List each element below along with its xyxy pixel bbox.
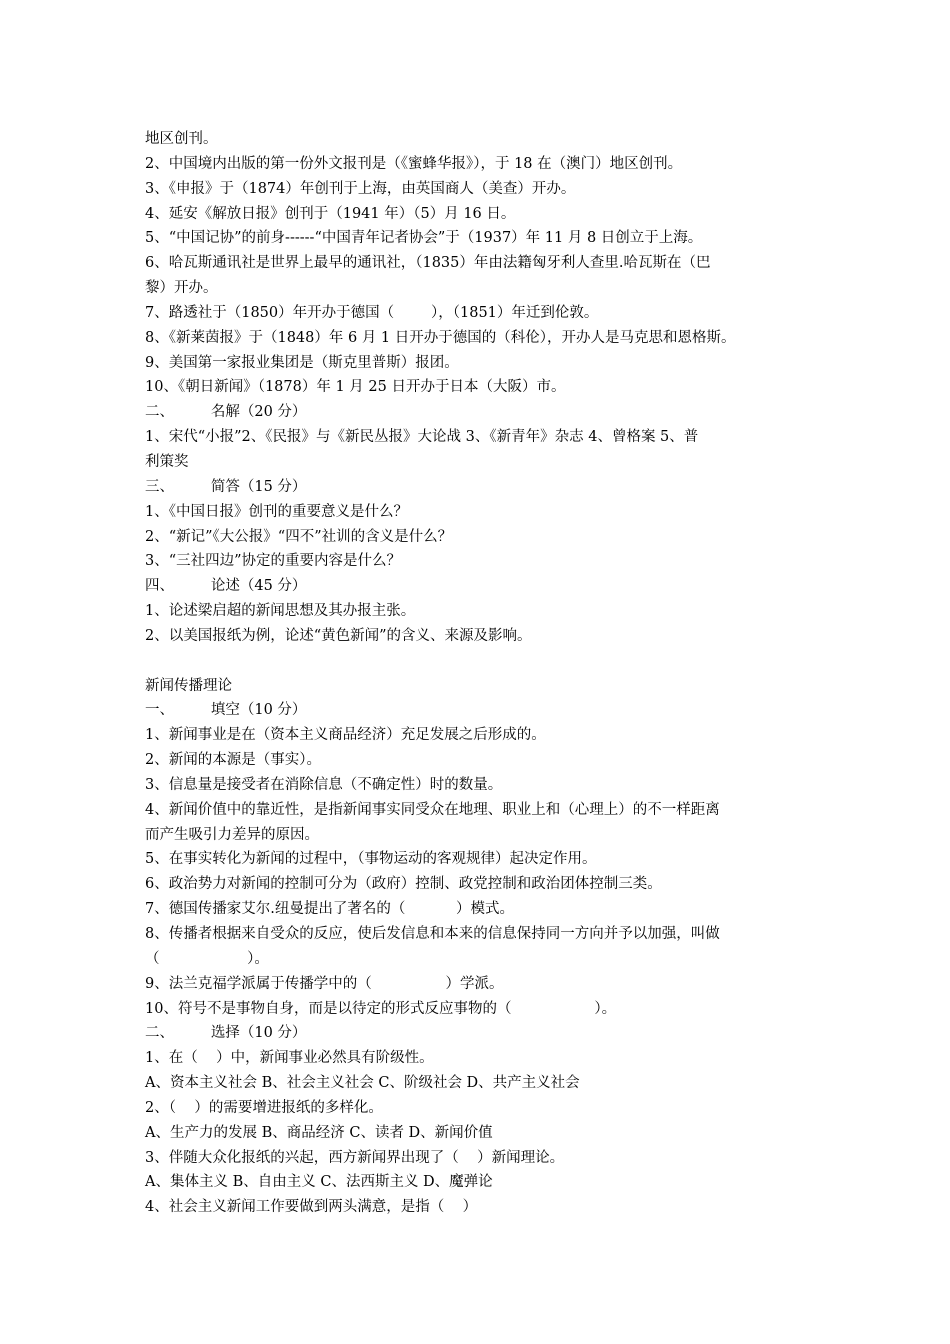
text-line: 7、德国传播家艾尔.纽曼提出了著名的（ ）模式。 [145,901,515,918]
text-line: 9、美国第一家报业集团是（斯克里普斯）报团。 [145,354,459,371]
text-line: 3、伴随大众化报纸的兴起，西方新闻界出现了（ ）新闻理论。 [145,1149,565,1166]
text-line: 8、传播者根据来自受众的反应，使后发信息和本来的信息保持同一方向并予以加强，叫做 [145,926,720,942]
text-line: 3、“三社四边”协定的重要内容是什么？ [145,553,402,570]
text-line: 4、延安《解放日报》创刊于（1941 年）（5）月 16 日。 [145,205,516,222]
text-line: 4、社会主义新闻工作要做到两头满意，是指（ ） [145,1199,478,1216]
text-line: 黎）开办。 [145,280,218,297]
text-line: 四、 论述（45 分） [145,578,307,595]
text-line: 10、《朝日新闻》（1878）年 1 月 25 日开办于日本（大阪）市。 [145,379,566,396]
text-line: 2、新闻的本源是（事实）。 [145,752,321,769]
text-line: A、资本主义社会 B、社会主义社会 C、阶级社会 D、共产主义社会 [145,1075,580,1092]
text-line: 8、《新莱茵报》于（1848）年 6 月 1 日开办于德国的（科伦），开办人是马克思和恩格斯。 [145,329,736,346]
text-line: 1、论述梁启超的新闻思想及其办报主张。 [145,603,416,620]
blank-line [145,649,815,674]
text-line: 3、《申报》于（1874）年创刊于上海，由英国商人（美查）开办。 [145,180,576,197]
text-line: 7、路透社于（1850）年开办于德国（ ），（1851）年迁到伦敦。 [145,304,599,321]
text-line: 而产生吸引力差异的原因。 [145,826,319,843]
text-line: 2、以美国报纸为例，论述“黄色新闻”的含义、来源及影响。 [145,627,532,644]
text-line: 2、中国境内出版的第一份外文报刊是（《蜜蜂华报》），于 18 在（澳门）地区创刊。 [145,155,683,172]
text-line: （ ）。 [145,950,269,967]
text-line: 5、“中国记协”的前身------“中国青年记者协会”于（1937）年 11 月 8 日创立于上海。 [145,230,703,247]
text-line: 10、符号不是事物自身，而是以待定的形式反应事物的（ ）。 [145,1000,617,1017]
text-line: A、生产力的发展 B、商品经济 C、读者 D、新闻价值 [145,1124,493,1141]
text-line: 一、 填空（10 分） [145,702,307,719]
document-body [145,127,815,1220]
text-line: 利策奖 [145,453,189,470]
text-line: 三、 简答（15 分） [145,478,307,495]
text-line: 2、（ ）的需要增进报纸的多样化。 [145,1099,383,1116]
text-line: 5、在事实转化为新闻的过程中，（事物运动的客观规律）起决定作用。 [145,851,597,868]
text-line: 新闻传播理论 [145,677,232,694]
text-line: A、集体主义 B、自由主义 C、法西斯主义 D、魔弹论 [145,1174,493,1191]
text-line: 1、新闻事业是在（资本主义商品经济）充足发展之后形成的。 [145,727,546,744]
text-line: 6、哈瓦斯通讯社是世界上最早的通讯社，（1835）年由法籍匈牙利人查里.哈瓦斯在（巴 [145,255,711,272]
text-line: 1、在（ ）中，新闻事业必然具有阶级性。 [145,1050,434,1067]
text-line: 二、 选择（10 分） [145,1025,307,1042]
text-line: 3、信息量是接受者在消除信息（不确定性）时的数量。 [145,776,503,793]
text-line: 4、新闻价值中的靠近性，是指新闻事实同受众在地理、职业上和（心理上）的不一样距离 [145,801,720,818]
text-line: 6、政治势力对新闻的控制可分为（政府）控制、政党控制和政治团体控制三类。 [145,876,662,893]
text-line: 二、 名解（20 分） [145,404,307,421]
text-line: 1、宋代“小报”2、《民报》与《新民丛报》大论战 3、《新青年》杂志 4、曾格案 5、普 [145,429,699,446]
text-line: 地区创刊。 [145,131,218,147]
text-line: 1、《中国日报》创刊的重要意义是什么？ [145,503,408,520]
text-line: 2、“新记”《大公报》“四不”社训的含义是什么？ [145,528,453,545]
text-line: 9、法兰克福学派属于传播学中的（ ）学派。 [145,975,504,992]
